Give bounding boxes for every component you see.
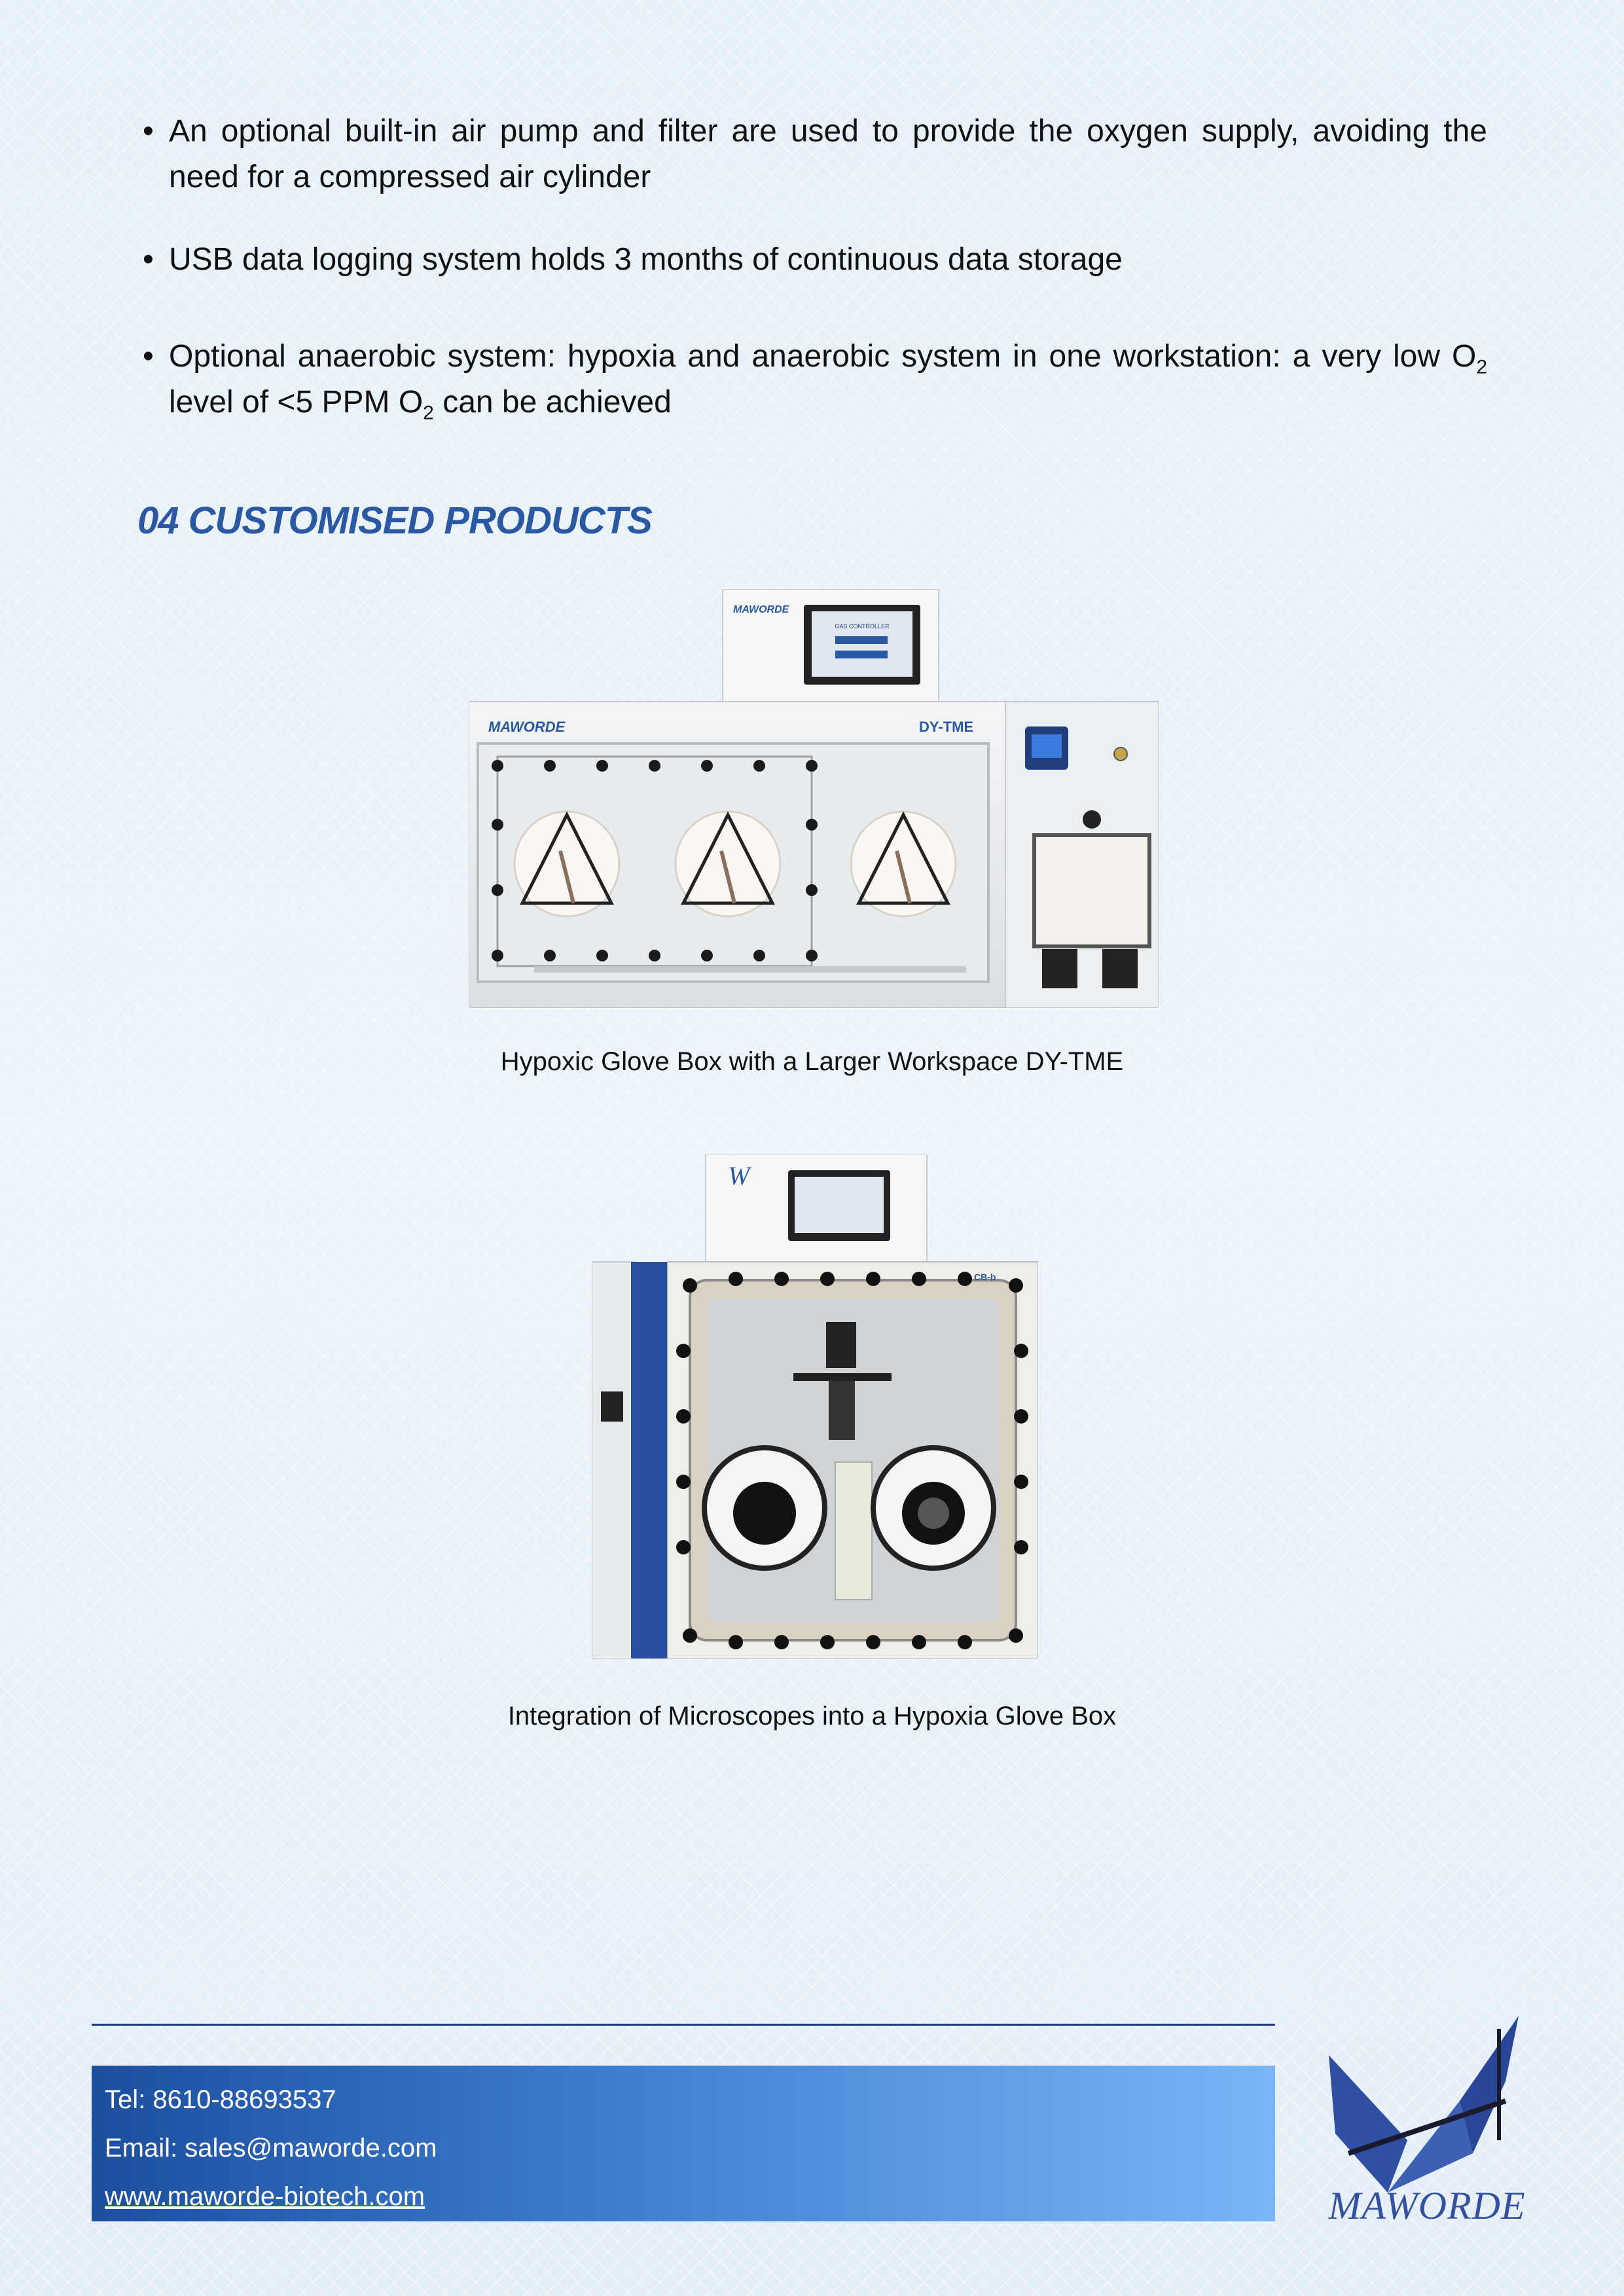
bullet-dot: •	[143, 339, 154, 374]
contact-email[interactable]: Email: sales@maworde.com	[105, 2134, 437, 2162]
controller-brand: MAWORDE	[733, 604, 789, 615]
section-title: 04 CUSTOMISED PRODUCTS	[137, 499, 652, 542]
small-logo-icon: W	[728, 1161, 750, 1191]
bullet-dot: •	[143, 242, 154, 277]
figure-caption-microscope: Integration of Microscopes into a Hypoxia Glove Box	[507, 1702, 1117, 1731]
contact-tel: Tel: 8610-88693537	[105, 2085, 336, 2114]
bullet-text: Optional anaerobic system: hypoxia and anaerobic system in one workstation: a very low $O_2$ level of <5 PPM $O_2$ can be achieved	[169, 339, 1487, 424]
glove-box-illustration	[469, 589, 1159, 1008]
model-label: CB-b	[974, 1272, 996, 1282]
bullet-dot: •	[143, 114, 154, 149]
figure-caption-dy-tme: Hypoxic Glove Box with a Larger Workspace DY-TME	[500, 1047, 1124, 1076]
bullet-air-pump	[143, 109, 1487, 200]
contact-website-link[interactable]: www.maworde-biotech.com	[105, 2182, 425, 2211]
contact-box	[92, 2066, 1275, 2221]
microscope-glove-box-illustration	[592, 1155, 1038, 1659]
bullet-text: An optional built-in air pump and filter are used to provide the oxygen supply, avoiding the need for a compressed air cylinder	[169, 114, 1487, 194]
footer-divider	[92, 2024, 1275, 2026]
bullet-text: USB data logging system holds 3 months of continuous data storage	[169, 242, 1123, 277]
glove-box-dy-tme-image	[469, 589, 1159, 1008]
chamber-brand: MAWORDE	[488, 719, 566, 735]
controller-screen-title: GAS CONTROLLER	[835, 623, 890, 630]
chamber-model: DY-TME	[919, 719, 974, 735]
bullet-anaerobic	[143, 334, 1487, 425]
bullet-usb-logging	[143, 237, 1487, 283]
microscope-glove-box-image	[592, 1155, 1038, 1659]
logo-wordmark: MAWORDE	[1328, 2184, 1526, 2227]
